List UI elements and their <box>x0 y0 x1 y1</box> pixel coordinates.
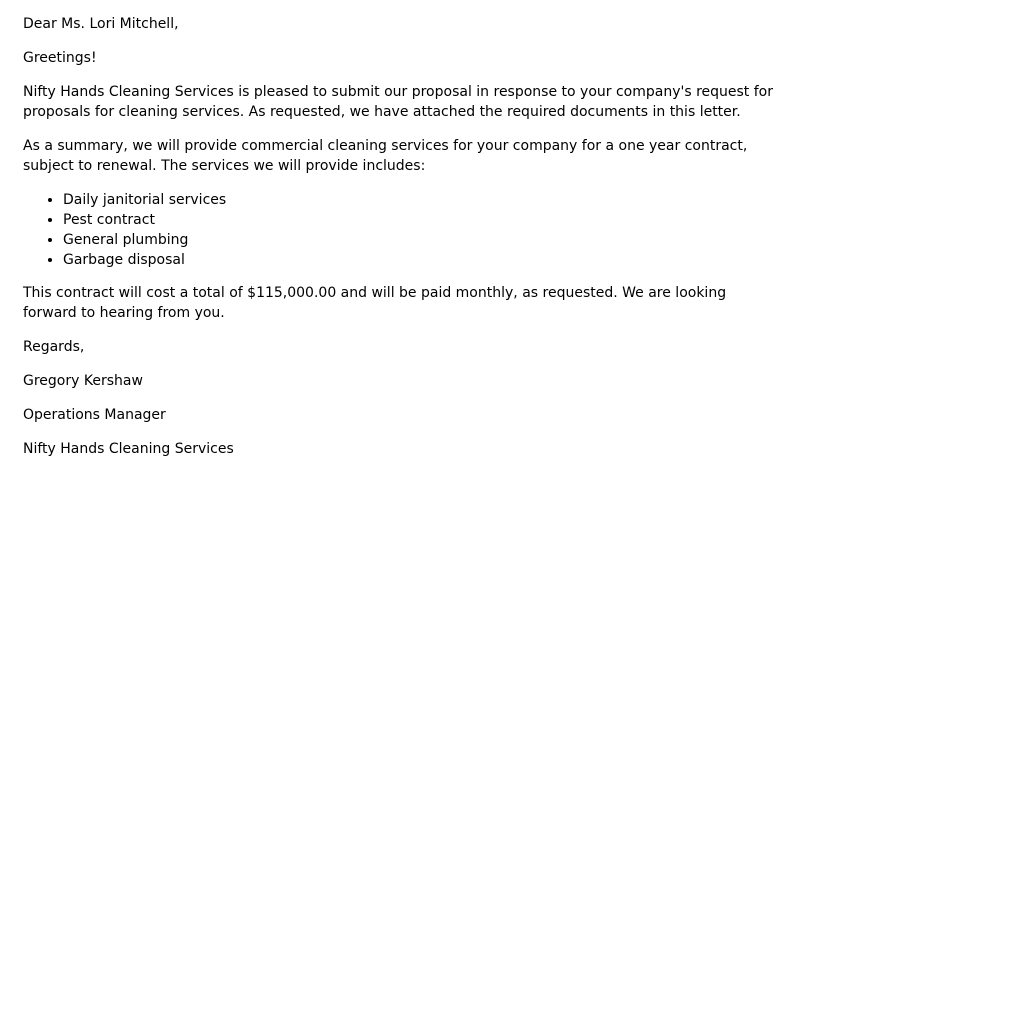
list-item: • Garbage disposal <box>63 250 783 270</box>
proposal-paragraph: Nifty Hands Cleaning Services is pleased to submit our proposal in response to your company's request for proposals for cleaning services. As requested, we have attached the required documents in this letter. <box>23 84 773 120</box>
cost-paragraph: This contract will cost a total of $115,000.00 and will be paid monthly, as requested. We are looking forward to hearing from you. <box>23 285 727 321</box>
signer-title: Operations Manager <box>23 407 166 423</box>
signer-name: Gregory Kershaw <box>23 373 143 389</box>
closing: Regards, <box>23 339 85 355</box>
list-item: • General plumbing <box>63 230 783 250</box>
greeting: Greetings! <box>23 50 97 66</box>
services-list <box>23 190 783 270</box>
salutation: Dear Ms. Lori Mitchell, <box>23 16 179 32</box>
signer-company: Nifty Hands Cleaning Services <box>23 441 234 457</box>
list-item: • Daily janitorial services <box>63 190 783 210</box>
summary-paragraph: As a summary, we will provide commercial cleaning services for your company for a one year contract, subject to renewal. The services we will provide includes: <box>23 138 748 174</box>
letter-body <box>23 14 783 473</box>
list-item: • Pest contract <box>63 210 783 230</box>
